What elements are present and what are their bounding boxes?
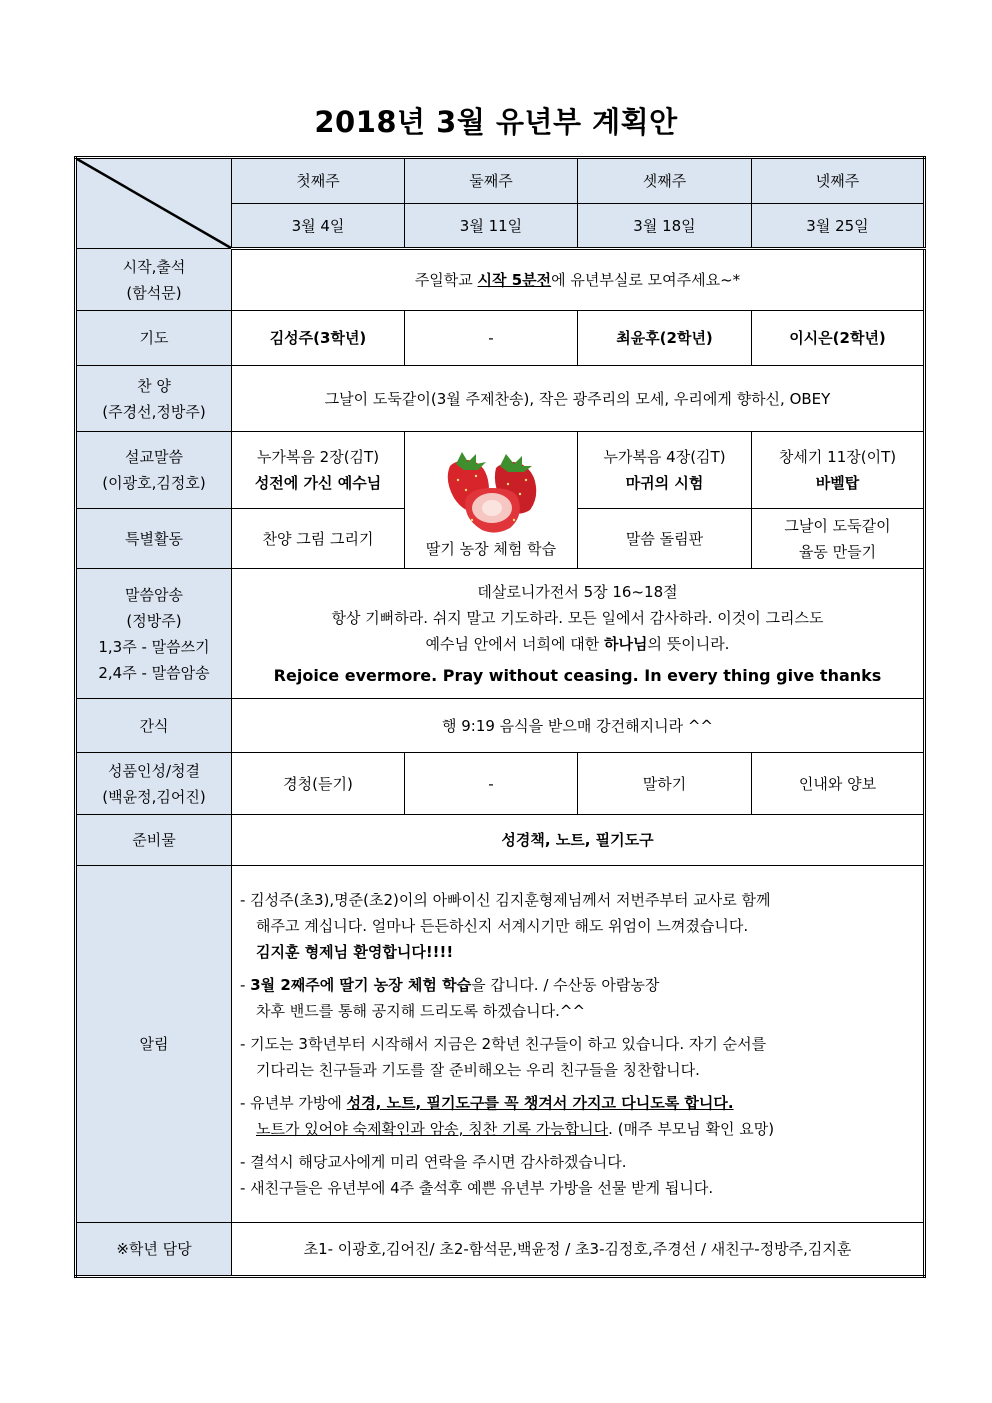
sermon-row <box>76 432 925 509</box>
activity-week-4: 그날이 도둑같이 율동 만들기 <box>752 509 925 569</box>
notice-item-1: - 김성주(초3),명준(초2)이의 아빠이신 김지훈형제님께서 저번주부터 교사로 함께 해주고 계십니다. 얼마나 든든하신지 서계시기만 해도 위엄이 느껴졌습니다. 김지훈 형제님 환영합니다!!!! <box>240 891 771 961</box>
corner-cell <box>76 158 232 249</box>
supplies-row <box>76 815 925 866</box>
character-label: 성품인성/청결 (백윤정,김어진) <box>76 753 232 815</box>
week-1-date: 3월 4일 <box>232 204 405 249</box>
sermon-label: 설교말씀 (이광호,김정호) <box>76 432 232 509</box>
page-title: 2018년 3월 유년부 계획안 <box>314 105 678 139</box>
activity-week-3: 말씀 돌림판 <box>578 509 752 569</box>
teachers-row <box>76 1223 925 1277</box>
week-1-header: 첫째주 <box>232 158 405 204</box>
character-week-4: 인내와 양보 <box>752 753 925 815</box>
sermon-week-4: 창세기 11장(이T) 바벨탑 <box>752 432 925 509</box>
prayer-week-3: 최윤후(2학년) <box>578 311 752 366</box>
prayer-row <box>76 311 925 366</box>
activity-week-1: 찬양 그림 그리기 <box>232 509 405 569</box>
character-row <box>76 753 925 815</box>
strawberry-image <box>436 440 546 536</box>
notice-item-2: - 3월 2째주에 딸기 농장 체험 학습을 갑니다. / 수산동 아람농장 차후 밴드를 통해 공지해 드리도록 하겠습니다.^^ <box>240 976 660 1020</box>
notice-item-4: - 유년부 가방에 성경, 노트, 필기도구를 꼭 챙겨서 가지고 다니도록 합니다. 노트가 있어야 숙제확인과 암송, 칭찬 기록 가능합니다. (매주 부모님 확인 요망) <box>240 1094 775 1138</box>
notice-row <box>76 866 925 1223</box>
english-verse: Rejoice evermore. Pray without ceasing. In every thing give thanks <box>273 665 882 685</box>
week-2-date: 3월 11일 <box>405 204 578 249</box>
supplies-text: 성경책, 노트, 필기도구 <box>232 815 925 866</box>
plan-table <box>74 156 926 1278</box>
week-header-row <box>76 158 925 204</box>
week-3-date: 3월 18일 <box>578 204 752 249</box>
prayer-week-1: 김성주(3학년) <box>232 311 405 366</box>
snack-text: 행 9:19 음식을 받으매 강건해지니라 ^^ <box>232 699 925 753</box>
character-week-3: 말하기 <box>578 753 752 815</box>
week-3-header: 셋째주 <box>578 158 752 204</box>
sermon-week-3: 누가복음 4장(김T) 마귀의 시험 <box>578 432 752 509</box>
week-4-date: 3월 25일 <box>752 204 925 249</box>
character-week-2: - <box>405 753 578 815</box>
strawberry-cell <box>405 432 578 569</box>
memory-row <box>76 569 925 699</box>
praise-label: 찬 양 (주경선,정방주) <box>76 366 232 432</box>
farm-trip-text: 딸기 농장 체험 학습 <box>425 540 557 558</box>
activity-label: 특별활동 <box>76 509 232 569</box>
notice-item-5: - 결석시 해당교사에게 미리 연락을 주시면 감사하겠습니다. - 새친구들은 유년부에 4주 출석후 예쁜 유년부 가방을 선물 받게 됩니다. <box>240 1153 714 1197</box>
supplies-label: 준비물 <box>76 815 232 866</box>
prayer-week-4: 이시은(2학년) <box>752 311 925 366</box>
week-2-header: 둘째주 <box>405 158 578 204</box>
snack-row <box>76 699 925 753</box>
prayer-label: 기도 <box>76 311 232 366</box>
week-4-header: 넷째주 <box>752 158 925 204</box>
memory-label: 말씀암송 (정방주) 1,3주 - 말씀쓰기 2,4주 - 말씀암송 <box>76 569 232 699</box>
sermon-week-1: 누가복음 2장(김T) 성전에 가신 예수님 <box>232 432 405 509</box>
prayer-week-2: - <box>405 311 578 366</box>
character-week-1: 경청(듣기) <box>232 753 405 815</box>
attendance-row <box>76 249 925 311</box>
attendance-label: 시작,출석 (함석문) <box>76 249 232 311</box>
teachers-label: ※학년 담당 <box>76 1223 232 1277</box>
praise-text: 그날이 도둑같이(3월 주제찬송), 작은 광주리의 모세, 우리에게 향하신, OBEY <box>232 366 925 432</box>
diagonal-line-icon <box>77 159 231 248</box>
notice-body <box>232 866 925 1223</box>
snack-label: 간식 <box>76 699 232 753</box>
praise-row <box>76 366 925 432</box>
attendance-text: 주일학교 시작 5분전에 유년부실로 모여주세요~* <box>232 249 925 311</box>
teachers-text: 초1- 이광호,김어진/ 초2-함석문,백윤정 / 초3-김정호,주경선 / 새친구-정방주,김지훈 <box>232 1223 925 1277</box>
notice-item-3: - 기도는 3학년부터 시작해서 지금은 2학년 친구들이 하고 있습니다. 자기 순서를 기다리는 친구들과 기도를 잘 준비해오는 우리 친구들을 칭찬합니다. <box>240 1035 767 1079</box>
notice-label: 알림 <box>76 866 232 1223</box>
memory-verse: 데살로니가전서 5장 16~18절 항상 기뻐하라. 쉬지 말고 기도하라. 모든 일에서 감사하라. 이것이 그리스도 예수님 안에서 너희에 대한 하나님의 뜻이니라. Rejoice evermore. Pray without ceasing. In every thing give thanks <box>232 569 925 699</box>
